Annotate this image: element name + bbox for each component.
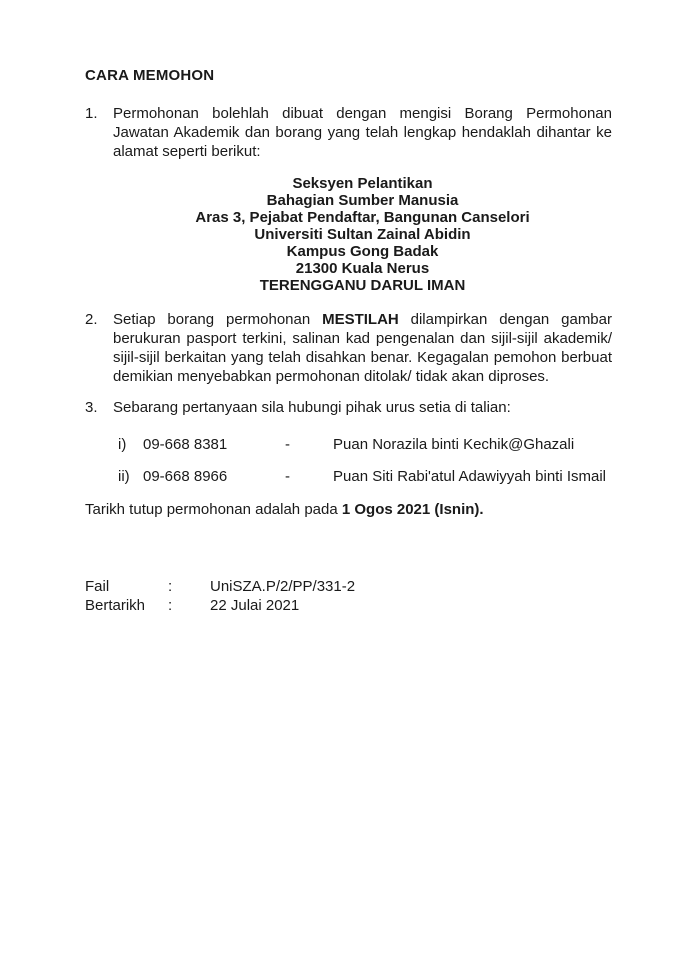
list-item-2-number: 2.	[85, 311, 98, 328]
address-line-3: Aras 3, Pejabat Pendaftar, Bangunan Canselori	[195, 209, 530, 226]
contact-row-1	[85, 435, 612, 454]
document-title: CARA MEMOHON	[85, 67, 215, 84]
file-label: Fail	[85, 578, 110, 595]
list-item-2-text-bold: MESTILAH	[322, 311, 399, 328]
address-line-1: Seksyen Pelantikan	[292, 175, 433, 192]
contact-1-name: Puan Norazila binti Kechik@Ghazali	[333, 436, 575, 453]
contact-2-name: Puan Siti Rabi'atul Adawiyyah binti Ismail	[333, 468, 607, 485]
mailing-address-block	[113, 175, 612, 294]
list-item-3-number: 3.	[85, 399, 98, 416]
list-item-2	[85, 310, 612, 386]
contact-1-phone: 09-668 8381	[143, 436, 228, 453]
document-content	[85, 66, 612, 615]
list-item-1	[85, 104, 612, 161]
file-reference-row	[85, 577, 612, 596]
contact-2-separator: -	[285, 468, 290, 485]
file-colon: :	[168, 578, 173, 595]
closing-date-line	[85, 500, 612, 519]
date-colon: :	[168, 597, 173, 614]
contact-1-separator: -	[285, 436, 290, 453]
file-value: UniSZA.P/2/PP/331-2	[210, 578, 356, 595]
contact-2-marker: ii)	[118, 468, 130, 485]
file-reference-block	[85, 577, 612, 615]
date-label: Bertarikh	[85, 597, 146, 614]
list-item-1-number: 1.	[85, 105, 98, 122]
address-line-6: 21300 Kuala Nerus	[295, 260, 430, 277]
contact-row-2	[85, 467, 612, 486]
contact-1-marker: i)	[118, 436, 127, 453]
address-line-4: Universiti Sultan Zainal Abidin	[254, 226, 471, 243]
contact-2-phone: 09-668 8966	[143, 468, 228, 485]
address-line-2: Bahagian Sumber Manusia	[266, 192, 459, 209]
address-line-5: Kampus Gong Badak	[286, 243, 439, 260]
date-value: 22 Julai 2021	[210, 597, 300, 614]
list-item-2-text-pre: Setiap borang permohonan	[113, 311, 323, 328]
address-line-7: TERENGGANU DARUL IMAN	[259, 277, 466, 294]
date-reference-row	[85, 596, 612, 615]
closing-date-pre: Tarikh tutup permohonan adalah pada	[85, 501, 342, 518]
list-item-2-text-post: dilampirkan dengan gambar berukuran pasport terkini, salinan kad pengenalan dan sijil-sijil akademik/ sijil-sijil berkaitan yang telah disahkan benar. Kegagalan pemohon berbuat demikian menyebabkan permohonan ditolak/ tidak akan diproses.	[113, 311, 612, 385]
list-item-3-text: Sebarang pertanyaan sila hubungi pihak urus setia di talian:	[113, 399, 511, 416]
list-item-2-text	[113, 310, 612, 386]
list-item-3	[85, 398, 612, 417]
list-item-1-text: Permohonan bolehlah dibuat dengan mengisi Borang Permohonan Jawatan Akademik dan borang yang telah lengkap hendaklah dihantar ke alamat seperti berikut:	[113, 105, 612, 160]
closing-date-bold: 1 Ogos 2021 (Isnin).	[341, 501, 484, 518]
